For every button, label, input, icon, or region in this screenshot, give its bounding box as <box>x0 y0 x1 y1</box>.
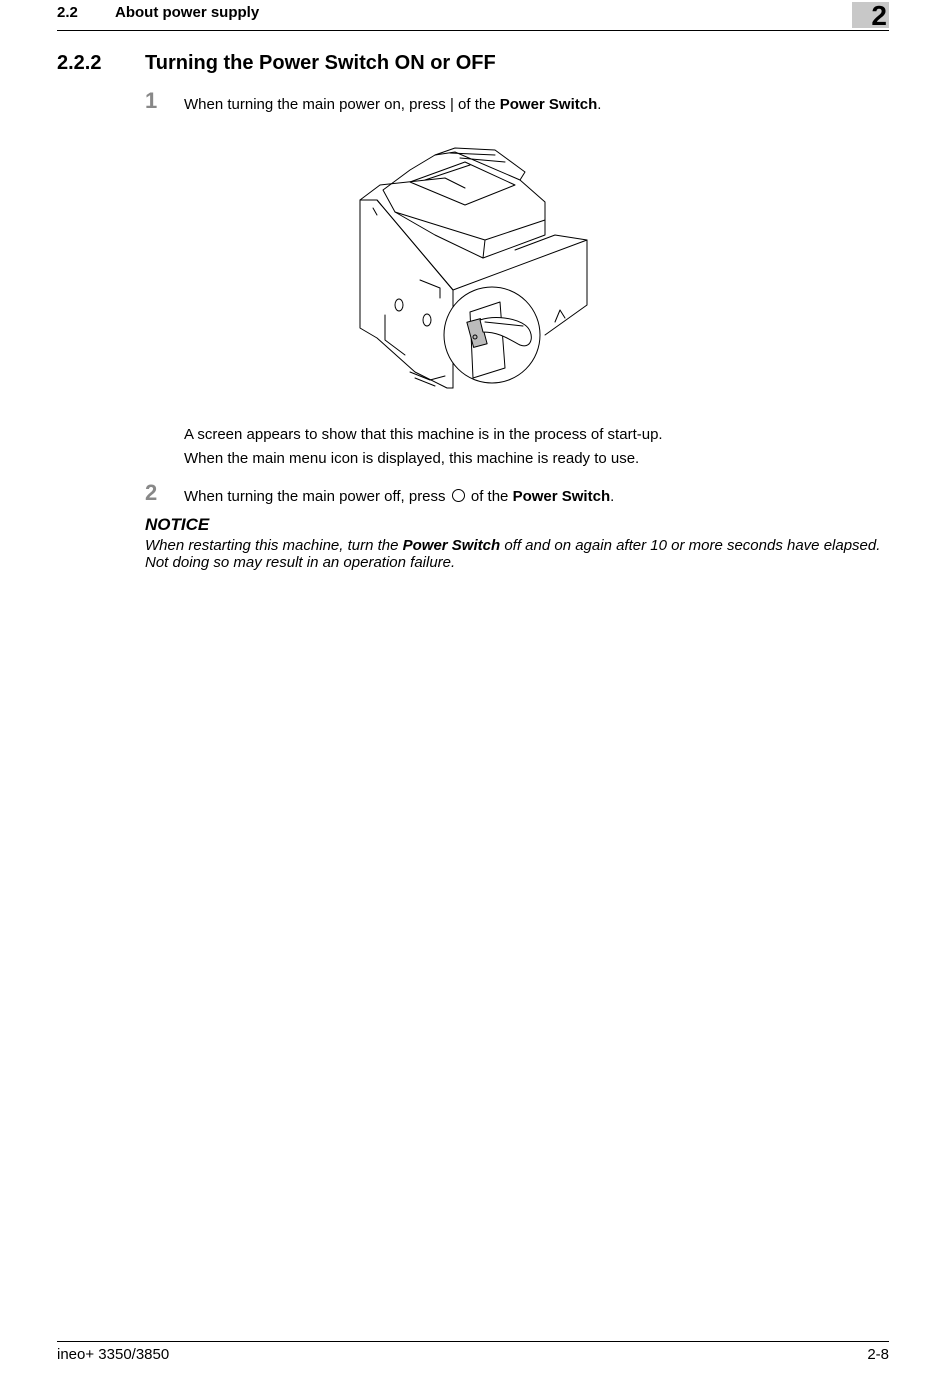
step-2-power-switch: Power Switch <box>512 488 611 505</box>
header-section-number: 2.2 <box>57 4 78 21</box>
notice-text-before: When restarting this machine, turn the <box>145 537 403 554</box>
result-line-2: When the main menu icon is displayed, this machine is ready to use. <box>184 450 640 467</box>
page-header <box>57 0 889 31</box>
chapter-number: 2 <box>871 0 887 31</box>
notice-body <box>145 537 905 571</box>
notice-text-after: off and on again after 10 or more seconds have elapsed. Not doing so may result in an operation failure. <box>145 537 881 571</box>
section-number: 2.2.2 <box>57 52 102 74</box>
step-1-power-switch: Power Switch <box>499 96 598 113</box>
header-section-title: About power supply <box>115 4 260 21</box>
notice-heading: NOTICE <box>145 515 210 534</box>
step-1-text <box>184 96 601 113</box>
chapter-tab <box>852 0 889 31</box>
result-line-1: A screen appears to show that this machine is in the process of start-up. <box>184 426 663 443</box>
step-2-number: 2 <box>145 480 158 505</box>
circle-off-icon <box>452 489 465 502</box>
step-2-text-before: When turning the main power off, press <box>184 488 450 505</box>
step-1-text-before: When turning the main power on, press | of the <box>184 96 500 113</box>
section-title: Turning the Power Switch ON or OFF <box>145 52 496 74</box>
step-2-text-after: . <box>610 488 615 505</box>
footer-page-number: 2-8 <box>867 1346 889 1363</box>
step-2-text-mid: of the <box>466 488 513 505</box>
printer-power-switch-illustration <box>355 140 595 392</box>
footer-model: ineo+ 3350/3850 <box>57 1346 170 1363</box>
step-1-number: 1 <box>145 88 158 113</box>
step-2-text <box>184 488 614 505</box>
notice-power-switch: Power Switch <box>402 537 501 554</box>
page-footer <box>57 1341 889 1363</box>
step-1-text-after: . <box>597 96 602 113</box>
